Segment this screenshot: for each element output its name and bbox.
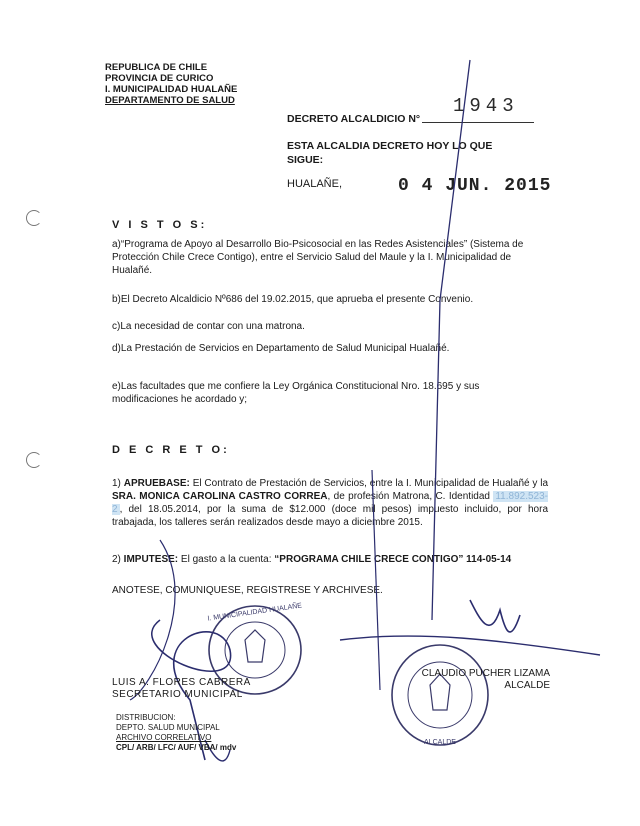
signature-secretary <box>112 677 251 701</box>
distribution-list <box>116 713 236 753</box>
header-line: I. MUNICIPALIDAD HUALAÑE <box>105 84 238 95</box>
distribution-initials: CPL/ ARB/ LFC/ AUF/ VBA/ mdv <box>116 743 237 752</box>
closing-formula: ANOTESE, COMUNIQUESE, REGISTRESE Y ARCHIVESE. <box>112 585 383 596</box>
header-line: REPUBLICA DE CHILE <box>105 62 208 73</box>
item-text: El Contrato de Prestación de Servicios, entre la I. Municipalidad de Hualañé y la <box>189 478 549 489</box>
contractor-name: SRA. MONICA CAROLINA CASTRO CORREA <box>112 491 328 502</box>
mayor-title: ALCALDE <box>504 680 550 691</box>
impute-keyword: IMPUTESE: <box>123 554 179 565</box>
budget-account: “PROGRAMA CHILE CRECE CONTIGO” 114-05-14 <box>274 554 512 565</box>
header-line: DEPARTAMENTO DE SALUD <box>105 95 235 106</box>
vistos-item-c: c)La necesidad de contar con una matrona. <box>112 321 305 332</box>
distribution-line: DEPTO. SALUD MUNICIPAL <box>116 723 220 732</box>
intro-line: ESTA ALCALDIA DECRETO HOY LO QUE <box>287 140 493 152</box>
redacted-id: 11.892.523-2 <box>112 491 548 515</box>
decree-number: 1943 <box>453 95 519 117</box>
item-text: , de profesión Matrona, C. Identidad <box>327 491 494 502</box>
date-stamp: 0 4 JUN. 2015 <box>398 176 552 196</box>
secretary-title: SECRETARIO MUNICIPAL <box>112 689 243 700</box>
place: HUALAÑE, <box>287 178 343 190</box>
distribution-line: ARCHIVO CORRELATIVO <box>116 733 212 742</box>
vistos-title: V I S T O S: <box>112 219 208 231</box>
svg-text:I. MUNICIPALIDAD HUALAÑE: I. MUNICIPALIDAD HUALAÑE <box>207 602 303 623</box>
signature-mayor <box>400 668 550 692</box>
vistos-item-a: a)“Programa de Apoyo al Desarrollo Bio-Psicosocial en las Redes Asistenciales” (Sistema de Protección Chile Crece Contigo), entre el Servicio Salud del Maule y la I. Municipalidad de Hualañé. <box>112 239 524 276</box>
item-prefix: 1) <box>112 478 124 489</box>
decreto-title: D E C R E T O: <box>112 444 230 456</box>
header-line: PROVINCIA DE CURICO <box>105 73 214 84</box>
vistos-item-e: e)Las facultades que me confiere la Ley Orgánica Constitucional Nro. 18.695 y sus modificaciones he acordado y; <box>112 381 480 405</box>
vistos-item-d: d)La Prestación de Servicios en Departamento de Salud Municipal Hualañé. <box>112 343 450 354</box>
secretary-name: LUIS A. FLORES CABRERA <box>112 677 251 688</box>
svg-text:ALCALDE: ALCALDE <box>424 739 456 746</box>
item-prefix: 2) <box>112 554 124 565</box>
item-text: , del 18.05.2014, por la suma de $12.000 (doce mil pesos) impuesto incluido, por hora trabajada, los talleres serán realizados desde mayo a diciembre 2015. <box>112 504 548 528</box>
mayor-name: CLAUDIO PUCHER LIZAMA <box>421 668 550 679</box>
approve-keyword: APRUEBASE: <box>123 478 190 489</box>
intro-line: SIGUE: <box>287 154 324 166</box>
item-text: El gasto a la cuenta: <box>178 554 275 565</box>
vistos-item-b: b)El Decreto Alcaldicio Nº686 del 19.02.2015, que aprueba el presente Convenio. <box>112 294 474 305</box>
decree-number-label: DECRETO ALCALDICIO N° <box>287 113 421 125</box>
distribution-title: DISTRIBUCION: <box>116 713 176 722</box>
